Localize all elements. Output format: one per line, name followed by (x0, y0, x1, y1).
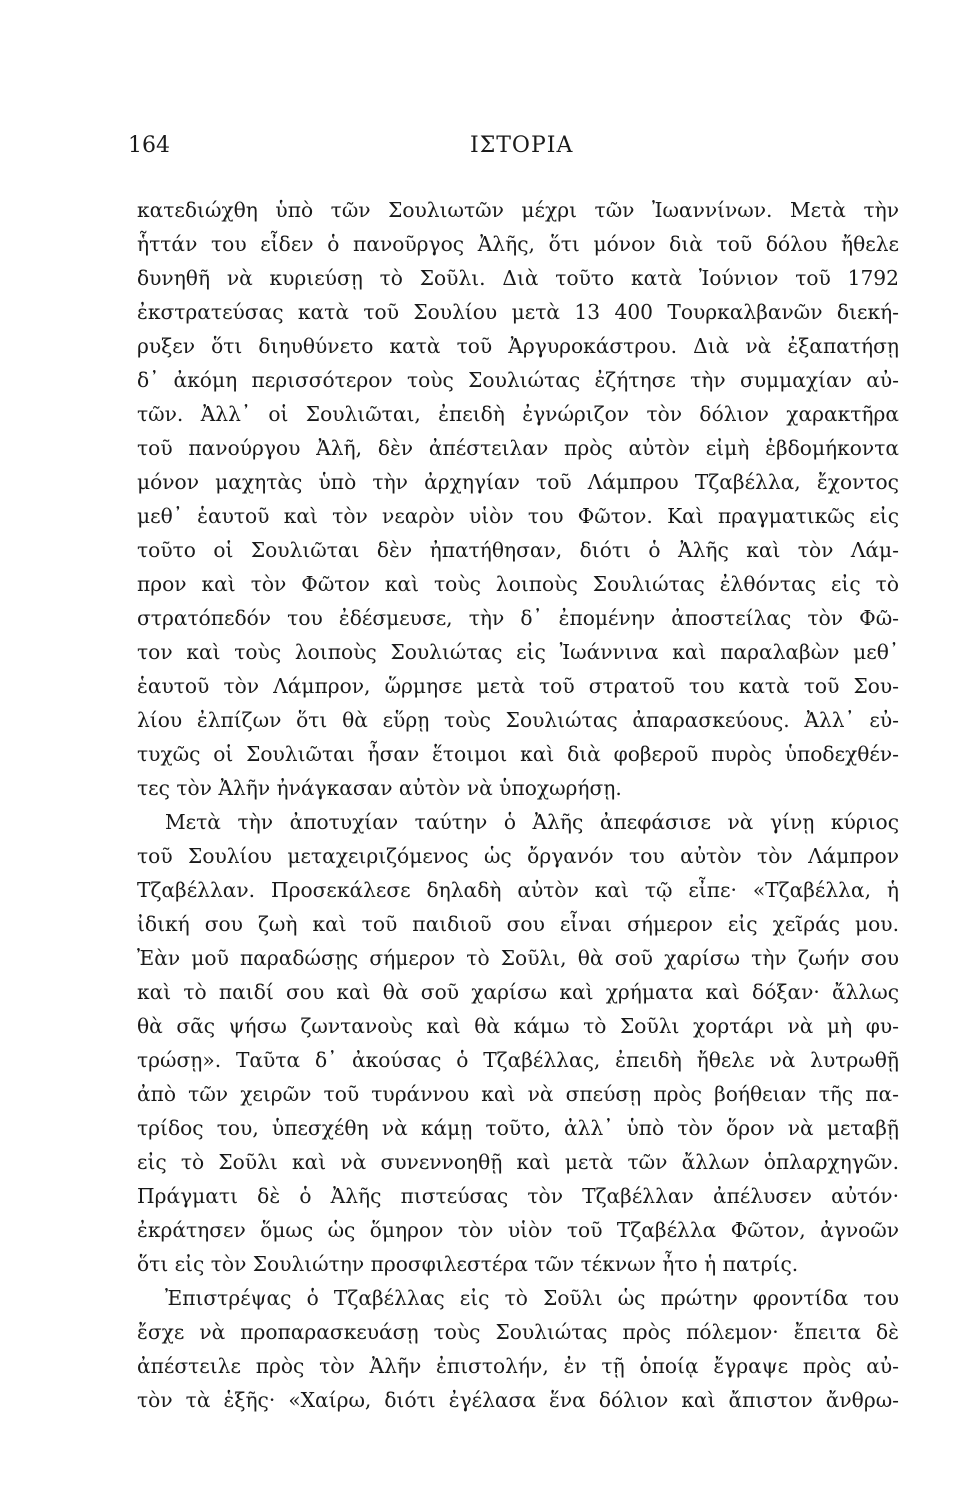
text-line: Τζαβέλλαν. Προσεκάλεσε δηλαδὴ αὐτὸν καὶ τῷ εἶπε· «Τζαβέλλα, ἡ (137, 878, 899, 902)
text-line: τὸν τὰ ἑξῆς· «Χαίρω, διότι ἐγέλασα ἕνα δόλιον καὶ ἄπιστον ἄνθρω- (137, 1388, 899, 1412)
text-line: δυνηθῆ νὰ κυριεύσῃ τὸ Σοῦλι. Διὰ τοῦτο κατὰ Ἰούνιον τοῦ 1792 (137, 266, 899, 290)
text-line: ἔσχε νὰ προπαρασκευάσῃ τοὺς Σουλιώτας πρὸς πόλεμον· ἔπειτα δὲ (137, 1320, 899, 1344)
text-line: τοῦ πανούργου Ἀλῆ, δὲν ἀπέστειλαν πρὸς αὐτὸν εἰμὴ ἑβδομήκοντα (137, 436, 899, 460)
text-line: τῶν. Ἀλλ᾽ οἱ Σουλιῶται, ἐπειδὴ ἐγνώριζον τὸν δόλιον χαρακτῆρα (137, 402, 899, 426)
page-body (137, 193, 899, 1417)
text-line: θὰ σᾶς ψήσω ζωντανοὺς καὶ θὰ κάμω τὸ Σοῦλι χορτάρι νὰ μὴ φυ- (137, 1014, 899, 1038)
page-number: 164 (128, 133, 170, 158)
text-line: ἧττάν του εἶδεν ὁ πανοῦργος Ἀλῆς, ὅτι μόνον διὰ τοῦ δόλου ἤθελε (137, 232, 899, 256)
text-line: ρυξεν ὅτι διηυθύνετο κατὰ τοῦ Ἀργυροκάστρου. Διὰ νὰ ἐξαπατήσῃ (137, 334, 899, 358)
text-line: ἰδική σου ζωὴ καὶ τοῦ παιδιοῦ σου εἶναι σήμερον εἰς χεῖράς μου. (137, 912, 899, 936)
text-line: Πράγματι δὲ ὁ Ἀλῆς πιστεύσας τὸν Τζαβέλλαν ἀπέλυσεν αὐτόν· (137, 1184, 899, 1208)
text-line: ἀπὸ τῶν χειρῶν τοῦ τυράννου καὶ νὰ σπεύσῃ πρὸς βοήθειαν τῆς πα- (137, 1082, 899, 1106)
text-line: ἀπέστειλε πρὸς τὸν Ἀλῆν ἐπιστολήν, ἐν τῇ ὁποίᾳ ἔγραψε πρὸς αὐ- (137, 1354, 899, 1378)
text-line: λίου ἐλπίζων ὅτι θὰ εὕρῃ τοὺς Σουλιώτας ἀπαρασκεύους. Ἀλλ᾽ εὐ- (137, 708, 899, 732)
text-line: Μετὰ τὴν ἀποτυχίαν ταύτην ὁ Ἀλῆς ἀπεφάσισε νὰ γίνῃ κύριος (165, 810, 899, 834)
text-line: τοῦτο οἱ Σουλιῶται δὲν ἠπατήθησαν, διότι ὁ Ἀλῆς καὶ τὸν Λάμ- (137, 538, 899, 562)
text-line: τρίδος του, ὑπεσχέθη νὰ κάμῃ τοῦτο, ἀλλ᾽ ὑπὸ τὸν ὅρον νὰ μεταβῇ (137, 1116, 899, 1140)
text-line: ἑαυτοῦ τὸν Λάμπρον, ὥρμησε μετὰ τοῦ στρατοῦ του κατὰ τοῦ Σου- (137, 674, 899, 698)
text-line: καὶ τὸ παιδί σου καὶ θὰ σοῦ χαρίσω καὶ χρήματα καὶ δόξαν· ἄλλως (137, 980, 899, 1004)
text-line: μόνον μαχητὰς ὑπὸ τὴν ἀρχηγίαν τοῦ Λάμπρου Τζαβέλλα, ἔχοντος (137, 470, 899, 494)
text-line: κατεδιώχθη ὑπὸ τῶν Σουλιωτῶν μέχρι τῶν Ἰωαννίνων. Μετὰ τὴν (137, 198, 899, 222)
text-line: τυχῶς οἱ Σουλιῶται ἦσαν ἕτοιμοι καὶ διὰ φοβεροῦ πυρὸς ὑποδεχθέν- (137, 742, 899, 766)
text-line: τοῦ Σουλίου μεταχειριζόμενος ὡς ὄργανόν του αὐτὸν τὸν Λάμπρον (137, 844, 899, 868)
text-line: ἐκστρατεύσας κατὰ τοῦ Σουλίου μετὰ 13 400 Τουρκαλβανῶν διεκή- (137, 300, 899, 324)
running-head: ΙΣΤΟΡΙΑ (470, 133, 574, 158)
text-line: ὅτι εἰς τὸν Σουλιώτην προσφιλεστέρα τῶν τέκνων ἦτο ἡ πατρίς. (137, 1252, 799, 1276)
text-line: προν καὶ τὸν Φῶτον καὶ τοὺς λοιποὺς Σουλιώτας ἐλθόντας εἰς τὸ (137, 572, 899, 596)
text-line: εἰς τὸ Σοῦλι καὶ νὰ συνεννοηθῇ καὶ μετὰ τῶν ἄλλων ὁπλαρχηγῶν. (137, 1150, 899, 1174)
text-line: ἐκράτησεν ὅμως ὡς ὅμηρον τὸν υἱὸν τοῦ Τζαβέλλα Φῶτον, ἀγνοῶν (137, 1218, 899, 1242)
text-line: τες τὸν Ἀλῆν ἠνάγκασαν αὐτὸν νὰ ὑποχωρήσῃ. (137, 776, 622, 800)
text-line: μεθ᾽ ἑαυτοῦ καὶ τὸν νεαρὸν υἱὸν του Φῶτον. Καὶ πραγματικῶς εἰς (137, 504, 899, 528)
text-line: δ᾽ ἀκόμη περισσότερον τοὺς Σουλιώτας ἐζήτησε τὴν συμμαχίαν αὐ- (137, 368, 899, 392)
text-line: στρατόπεδόν του ἐδέσμευσε, τὴν δ᾽ ἐπομένην ἀποστείλας τὸν Φῶ- (137, 606, 899, 630)
text-line: τον καὶ τοὺς λοιποὺς Σουλιώτας εἰς Ἰωάννινα καὶ παραλαβὼν μεθ᾽ (137, 640, 899, 664)
text-line: Ἐπιστρέψας ὁ Τζαβέλλας εἰς τὸ Σοῦλι ὡς πρώτην φροντίδα του (165, 1286, 899, 1310)
text-line: Ἐὰν μοῦ παραδώσῃς σήμερον τὸ Σοῦλι, θὰ σοῦ χαρίσω τὴν ζωήν σου (137, 946, 899, 970)
text-line: τρώσῃ». Ταῦτα δ᾽ ἀκούσας ὁ Τζαβέλλας, ἐπειδὴ ἤθελε νὰ λυτρωθῇ (137, 1048, 899, 1072)
